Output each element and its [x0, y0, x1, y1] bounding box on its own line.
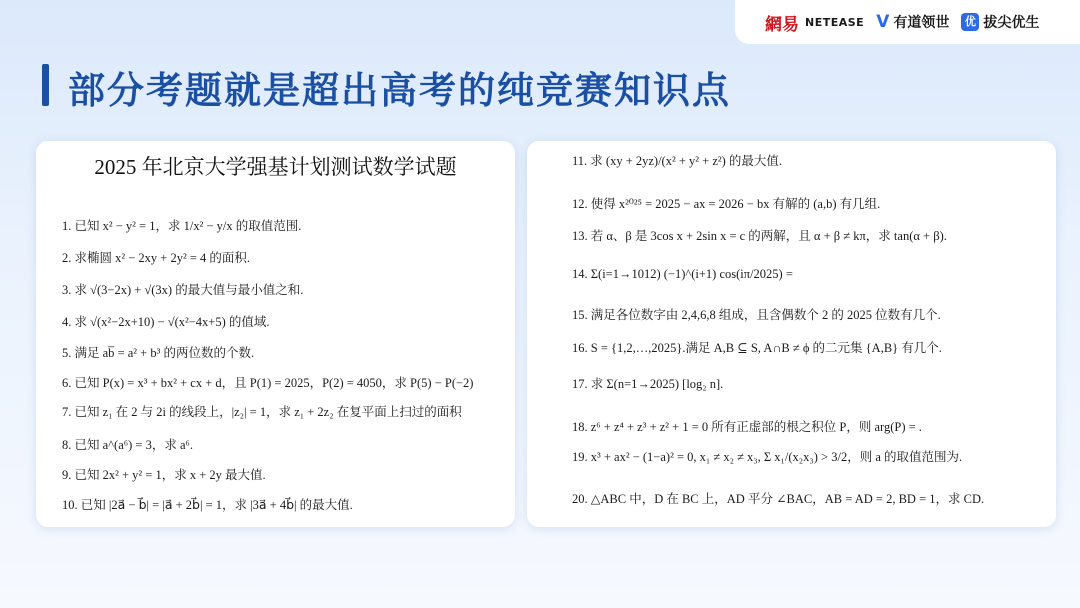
question-9: 9. 已知 2x² + y² = 1，求 x + 2y 最大值.	[62, 468, 266, 482]
question-10: 10. 已知 |2a⃗ − b⃗| = |a⃗ + 2b⃗| = 1，求 |3a⃗ + 4b⃗| 的最大值.	[62, 498, 353, 512]
question-2: 2. 求椭圆 x² − 2xy + 2y² = 4 的面积.	[62, 251, 251, 265]
question-16: 16. S = {1,2,…,2025}.满足 A,B ⊆ S, A∩B ≠ ϕ 的二元集 {A,B} 有几个.	[572, 341, 942, 355]
question-6: 6. 已知 P(x) = x³ + bx² + cx + d，且 P(1) = 2025，P(2) = 4050，求 P(5) − P(−2)	[62, 376, 474, 390]
question-4: 4. 求 √(x²−2x+10) − √(x²−4x+5) 的值域.	[62, 315, 270, 329]
bajian-logo	[961, 12, 1039, 32]
question-17: 17. 求 Σ(n=1→2025) [log₂ n].	[572, 377, 724, 391]
question-8: 8. 已知 a^(a⁶) = 3，求 a⁶.	[62, 438, 193, 452]
question-14: 14. Σ(i=1→1012) (−1)^(i+1) cos(iπ/2025) =	[572, 267, 793, 281]
exam-card-left	[36, 141, 515, 527]
brand-logo-bar	[735, 0, 1080, 44]
question-20: 20. △ABC 中，D 在 BC 上，AD 平分 ∠BAC，AB = AD = 2, BD = 1，求 CD.	[572, 492, 985, 506]
netease-logo-cn: 網易	[765, 14, 799, 35]
question-13: 13. 若 α、β 是 3cos x + 2sin x = c 的两解，且 α + β ≠ kπ，求 tan(α + β).	[572, 229, 947, 243]
question-3: 3. 求 √(3−2x) + √(3x) 的最大值与最小值之和.	[62, 283, 304, 297]
youdao-logo	[876, 12, 949, 32]
question-18: 18. z⁶ + z⁴ + z³ + z² + 1 = 0 所有正虚部的根之积位 P，则 arg(P) = .	[572, 420, 922, 434]
bajian-logo-text: 拔尖优生	[983, 15, 1040, 31]
question-19: 19. x³ + ax² − (1−a)² = 0, x₁ ≠ x₂ ≠ x₃, Σ x₁/(x₂x₃) > 3/2，则 a 的取值范围为.	[572, 450, 963, 464]
youdao-logo-text: 有道领世	[893, 15, 950, 31]
netease-logo-en: NETEASE	[805, 15, 865, 29]
question-5: 5. 满足 ab̅ = a² + b³ 的两位数的个数.	[62, 346, 255, 360]
page-title: 部分考题就是超出高考的纯竞赛知识点	[68, 69, 731, 112]
question-7: 7. 已知 z₁ 在 2 与 2i 的线段上，|z₂| = 1，求 z₁ + 2z₂ 在复平面上扫过的面积	[62, 405, 462, 419]
netease-logo	[765, 10, 864, 35]
question-1: 1. 已知 x² − y² = 1，求 1/x² − y/x 的取值范围.	[62, 219, 302, 233]
question-15: 15. 满足各位数字由 2,4,6,8 组成，且含偶数个 2 的 2025 位数有几个.	[572, 308, 941, 322]
youdao-v-icon: V	[876, 12, 890, 32]
exam-title: 2025 年北京大学强基计划测试数学试题	[94, 155, 457, 179]
question-11: 11. 求 (xy + 2yz)/(x² + y² + z²) 的最大值.	[572, 154, 783, 168]
question-12: 12. 使得 x²⁰²⁵ = 2025 − ax = 2026 − bx 有解的 (a,b) 有几组.	[572, 197, 881, 211]
bajian-badge-icon: 优	[961, 13, 979, 31]
exam-card-right	[527, 141, 1056, 527]
title-accent-bar	[42, 64, 49, 106]
